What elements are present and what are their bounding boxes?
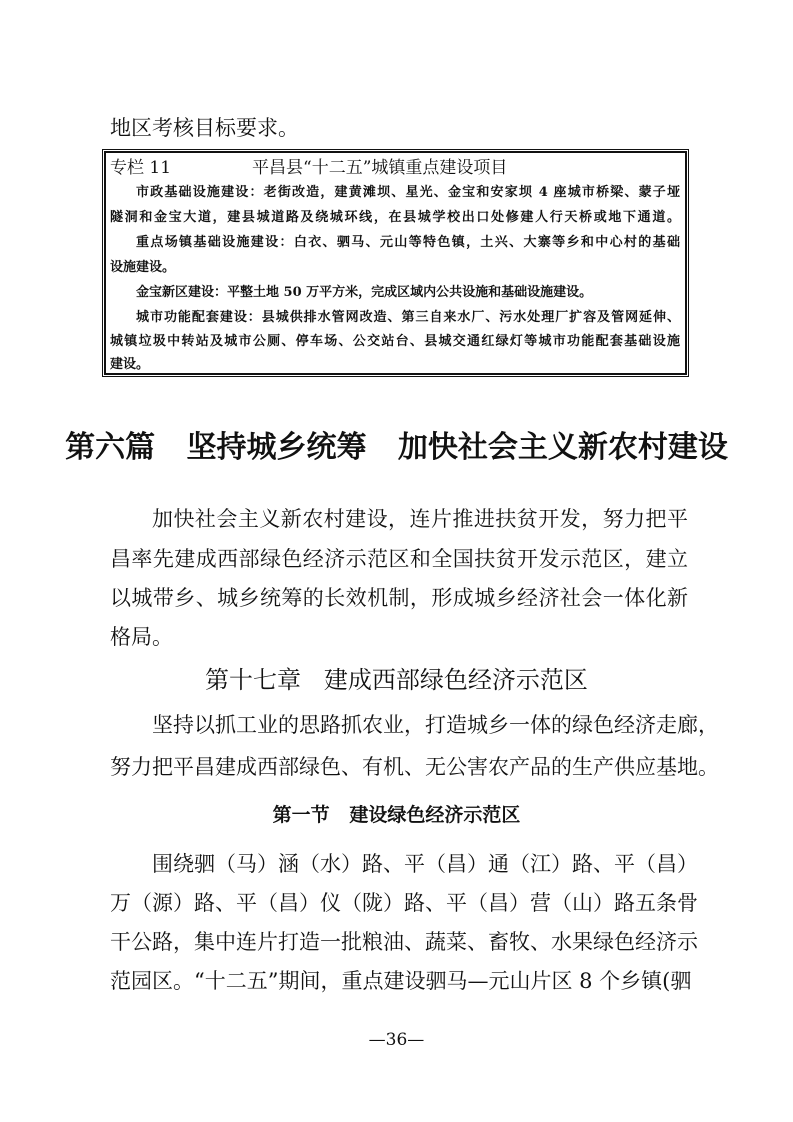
paragraph-line: 范园区。“十二五”期间，重点建设驷马—元山片区 8 个乡镇(驷 <box>110 969 692 993</box>
box-line: 市政基础设施建设：老街改造，建黄滩坝、星光、金宝和安家坝 4 座城市桥梁、蒙子垭 <box>136 185 680 200</box>
box-line: 城镇垃圾中转站及城市公厕、停车场、公交站台、县城交通红绿灯等城市功能配套基础设施 <box>110 334 680 349</box>
feature-box <box>104 151 687 375</box>
box-line: 重点场镇基础设施建设：白衣、驷马、元山等特色镇，土兴、大寨等乡和中心村的基础 <box>136 235 680 250</box>
paragraph-line: 围绕驷（马）涵（水）路、平（昌）通（江）路、平（昌） <box>152 852 698 876</box>
section-title: 第一节 建设绿色经济示范区 <box>272 804 521 826</box>
paragraph-line: 坚持以抓工业的思路抓农业，打造城乡一体的绿色经济走廊， <box>152 713 719 737</box>
intro-line: 地区考核目标要求。 <box>110 116 299 140</box>
box-line: 建设。 <box>110 357 150 372</box>
page-number: —36— <box>368 1030 425 1050</box>
paragraph-line: 昌率先建成西部绿色经济示范区和全国扶贫开发示范区，建立 <box>110 547 688 571</box>
box-line: 隧洞和金宝大道，建县城道路及绕城环线，在县城学校出口处修建人行天桥或地下通道。 <box>110 210 680 225</box>
part-title: 第六篇 坚持城乡统筹 加快社会主义新农村建设 <box>65 430 728 465</box>
paragraph-line: 万（源）路、平（昌）仪（陇）路、平（昌）营（山）路五条骨 <box>110 891 698 915</box>
box-line: 城市功能配套建设：县城供排水管网改造、第三自来水厂、污水处理厂扩容及管网延伸、 <box>136 310 680 325</box>
chapter-title: 第十七章 建成西部绿色经济示范区 <box>205 666 588 694</box>
box-line: 设施建设。 <box>110 260 176 275</box>
box-header <box>110 157 508 179</box>
paragraph-line: 以城带乡、城乡统筹的长效机制，形成城乡经济社会一体化新 <box>110 586 688 610</box>
box-title: 平昌县“十二五”城镇重点建设项目 <box>252 158 508 178</box>
paragraph-line: 加快社会主义新农村建设，连片推进扶贫开发，努力把平 <box>152 507 688 531</box>
paragraph-line: 格局。 <box>110 625 173 649</box>
paragraph-line: 努力把平昌建成西部绿色、有机、无公害农产品的生产供应基地。 <box>110 755 719 779</box>
box-line: 金宝新区建设：平整土地 50 万平方米，完成区域内公共设施和基础设施建设。 <box>136 285 593 300</box>
box-label: 专栏 11 <box>110 158 172 178</box>
paragraph-line: 干公路，集中连片打造一批粮油、蔬菜、畜牧、水果绿色经济示 <box>110 930 698 954</box>
